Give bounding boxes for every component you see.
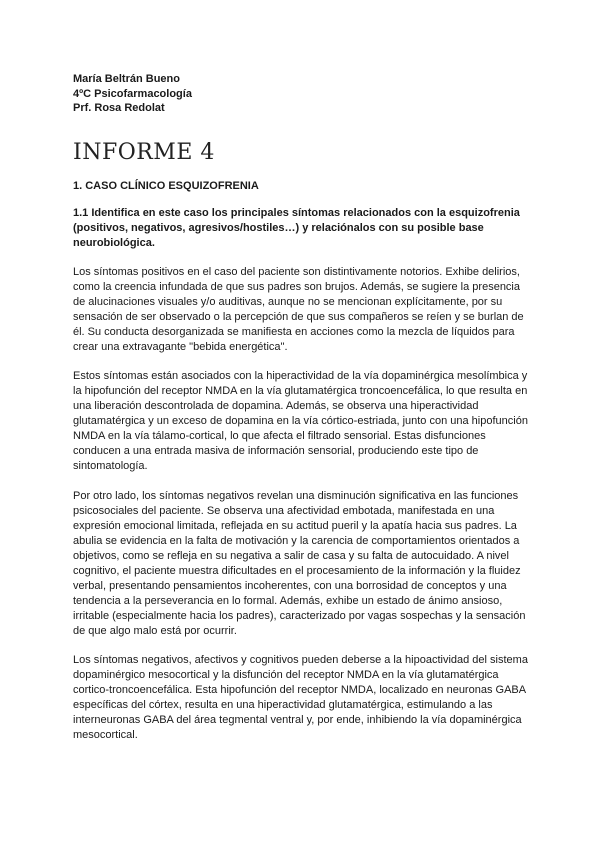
question-heading: 1.1 Identifica en este caso los principales síntomas relacionados con la esquizofrenia (positivos, negativos, agresivos/hostiles…) y relaciónalos con su posible base neurobiológica. <box>73 206 520 249</box>
paragraph-negative-neurobiology: Los síntomas negativos, afectivos y cognitivos pueden deberse a la hipoactividad del sistema dopaminérgico mesocortical y la disfunción del receptor NMDA en la vía glutamatérgica cortico-troncoencefálica. Esta hipofunción del receptor NMDA, localizado en neuronas GABA específicas del córtex, resulta en una hiperactividad glutamatérgica, estimulando a las interneuronas GABA del área tegmental ventral y, por ende, inhibiendo la vía dopaminérgica mesocortical. <box>73 654 528 741</box>
section-heading: 1. CASO CLÍNICO ESQUIZOFRENIA <box>73 179 259 192</box>
document-title: INFORME 4 <box>73 139 215 165</box>
professor-name: Prf. Rosa Redolat <box>73 102 165 114</box>
paragraph-positive-neurobiology: Estos síntomas están asociados con la hiperactividad de la vía dopaminérgica mesolímbica y la hipofunción del receptor NMDA en la vía glutamatérgica troncoencefálica, lo que resulta en una liberación descontrolada de dopamina. Además, se observa una hiperactividad glutamatérgica y un exceso de dopamina en la vía córtico-estriada, junto con una hipofunción NMDA en la vía tálamo-cortical, lo que afecta el filtrado sensorial. Estas disfunciones conducen a una entrada masiva de información sensorial, produciendo este tipo de sintomatología. <box>73 370 528 472</box>
paragraph-negative-symptoms: Por otro lado, los síntomas negativos revelan una disminución significativa en las funciones psicosociales del paciente. Se observa una afectividad embotada, manifestada en una expresión emocional limitada, reflejada en su actitud pueril y la apatía hacia sus padres. La abulia se evidencia en la falta de motivación y la carencia de comportamientos orientados a objetivos, como se refleja en su negativa a salir de casa y su falta de autocuidado. A nivel cognitivo, el paciente muestra dificultades en el procesamiento de la información y la fluidez verbal, presentando pensamientos incoherentes, con una borrosidad de conceptos y una tendencia a la perseverancia en lo formal. Además, exhibe un estado de ánimo ansioso, irritable (especialmente hacia los padres), caracterizado por vagas sospechas y la sensación de que algo malo está por ocurrir. <box>73 489 526 637</box>
paragraph-positive-symptoms: Los síntomas positivos en el caso del paciente son distintivamente notorios. Exhibe delirios, como la creencia infundada de que sus padres son brujos. Además, se sugiere la presencia de alucinaciones visuales y/o auditivas, aunque no se mencionan explícitamente, por su sensación de ser observado o la percepción de que sus compañeros se reíen y se burlan de él. Su conducta desorganizada se manifiesta en acciones como la mezcla de líquidos para crear una extravagante "bebida energética". <box>73 265 524 353</box>
course-name: 4ºC Psicofarmacología <box>73 87 192 100</box>
author-name: María Beltrán Bueno <box>73 73 180 85</box>
